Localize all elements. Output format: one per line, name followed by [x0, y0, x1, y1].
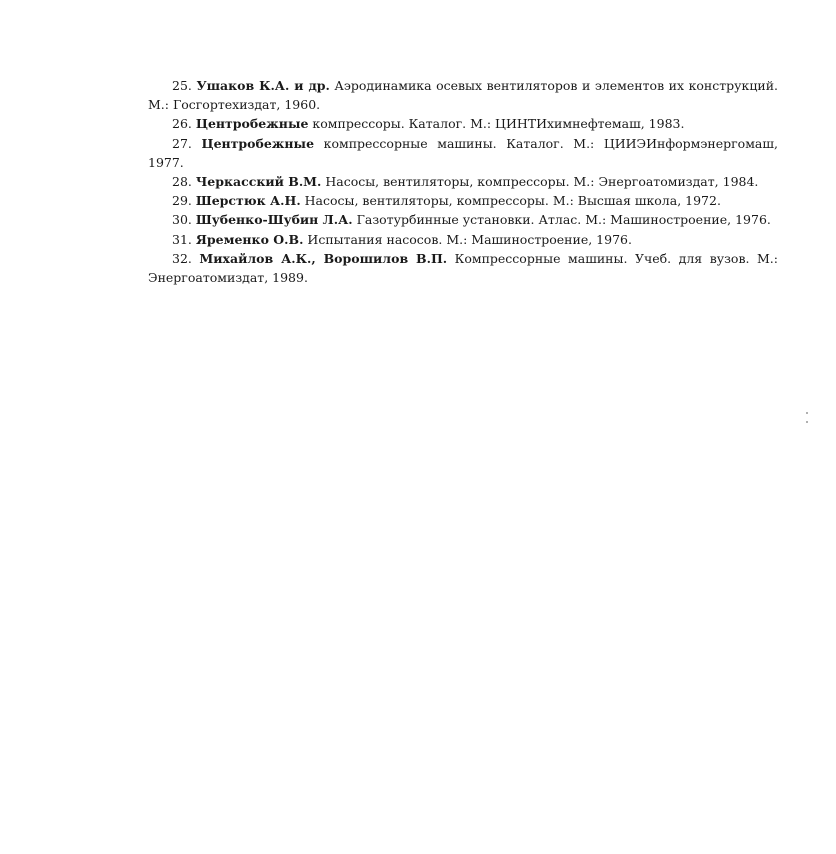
- reference-text: Насосы, вентиляторы, компрессоры. М.: Высшая школа, 1972.: [304, 193, 721, 209]
- reference-author: Шерстюк А.Н.: [195, 193, 301, 209]
- reference-author: Михайлов А.К., Ворошилов В.П.: [199, 250, 448, 266]
- reference-text: Насосы, вентиляторы, компрессоры. М.: Энергоатомиздат, 1984.: [325, 174, 759, 190]
- reference-author: Ушаков К.А. и др.: [196, 78, 330, 93]
- reference-number: 28.: [172, 174, 192, 190]
- scan-speck: [806, 421, 808, 423]
- reference-text: компрессоры. Каталог. М.: ЦИНТИхимнефтемаш, 1983.: [312, 116, 685, 132]
- reference-item: [148, 230, 778, 249]
- reference-number: 29.: [172, 193, 192, 209]
- reference-text: Компрессорные машины. Учеб. для вузов. М.: Энергоатомиздат, 1989.: [148, 250, 778, 286]
- reference-number: 26.: [172, 116, 192, 132]
- reference-item: [148, 172, 778, 191]
- reference-number: 27.: [172, 135, 192, 151]
- scan-speck: [806, 412, 808, 414]
- reference-author: Яременко О.В.: [195, 231, 304, 247]
- reference-number: 32.: [172, 250, 192, 266]
- reference-author: Шубенко-Шубин Л.А.: [195, 212, 353, 228]
- reference-item: [148, 210, 778, 229]
- reference-author: Черкасский В.М.: [195, 174, 322, 190]
- reference-number: 30.: [172, 212, 192, 228]
- reference-item: [148, 249, 778, 287]
- reference-number: 25.: [172, 78, 192, 93]
- reference-item: [148, 134, 778, 172]
- reference-author: Центробежные: [195, 116, 309, 132]
- reference-text: компрессорные машины. Каталог. М.: ЦИИЭИнформэнергомаш, 1977.: [148, 135, 778, 170]
- reference-list: [148, 76, 778, 287]
- reference-item: [148, 76, 778, 114]
- reference-item: [148, 114, 778, 133]
- reference-text: Испытания насосов. М.: Машиностроение, 1976.: [307, 231, 632, 247]
- reference-text: Газотурбинные установки. Атлас. М.: Машиностроение, 1976.: [356, 212, 771, 228]
- reference-number: 31.: [172, 231, 192, 247]
- reference-item: [148, 191, 778, 210]
- reference-text: Аэродинамика осевых вентиляторов и элементов их конструкций. М.: Госгортехиздат, 1960.: [148, 78, 778, 113]
- reference-author: Центробежные: [201, 135, 315, 151]
